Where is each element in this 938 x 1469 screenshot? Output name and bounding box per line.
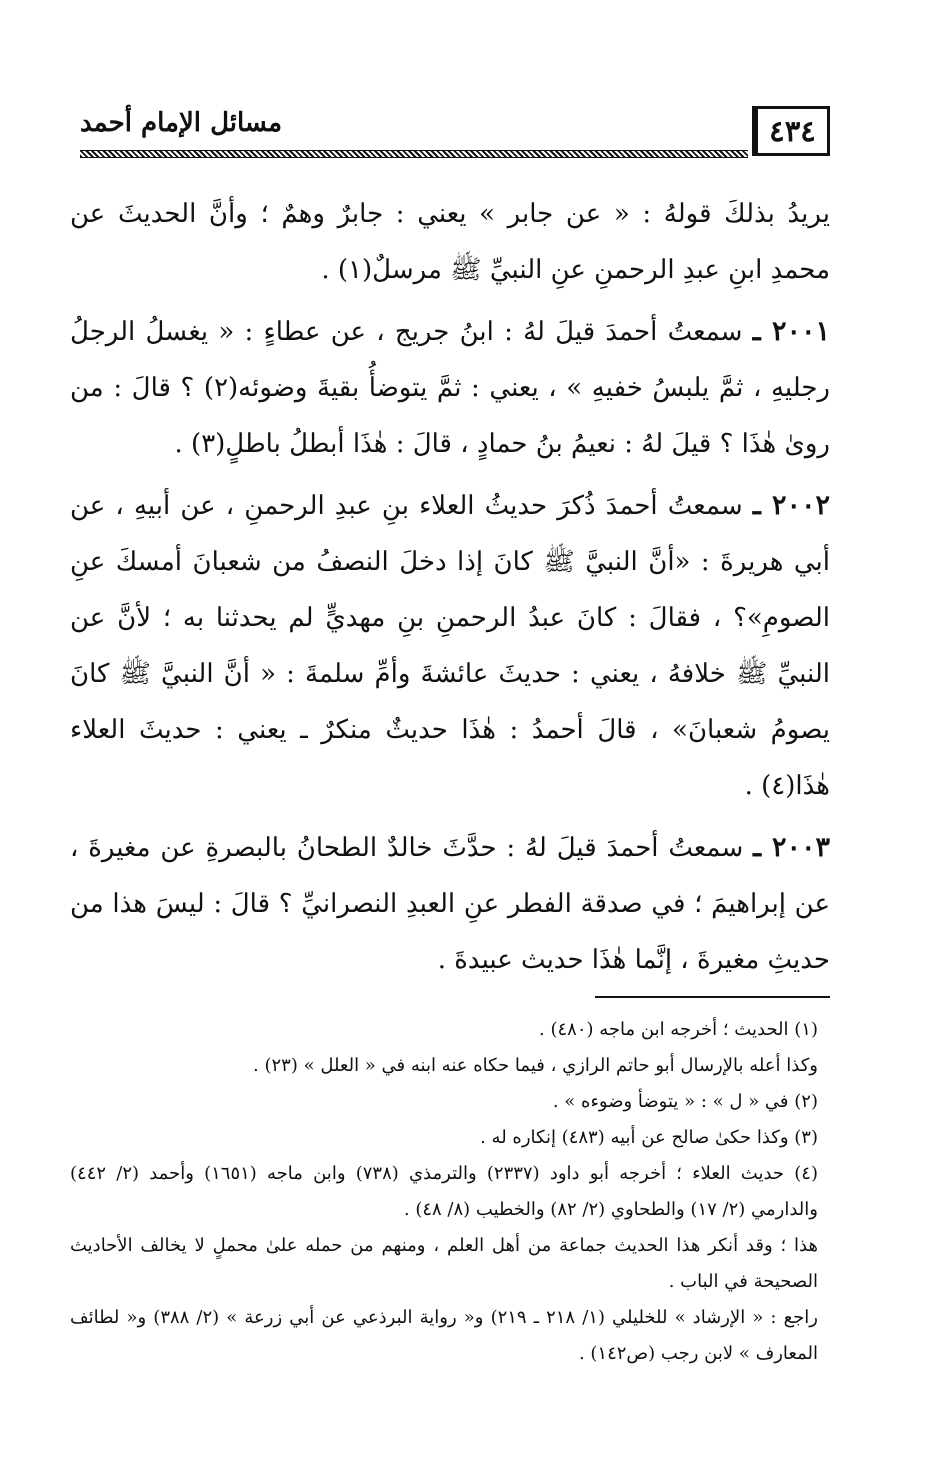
entry-text: سمعتُ أحمدَ ذُكرَ حديثُ العلاء بنِ عبدِ الرحمنِ ، عن أبيهِ ، عن أبي هريرةَ : «أنَّ النبيَّ ﷺ كانَ إذا دخلَ النصفُ من شعبانَ أمسكَ عنِ الصومِ»؟ ، فقالَ : كانَ عبدُ الرحمنِ بنِ مهديٍّ لم يحدثنا به ؛ لأنَّ عن النبيِّ ﷺ خلافهُ ، يعني : حديثَ عائشةَ وأمِّ سلمةَ : « أنَّ النبيَّ ﷺ كانَ يصومُ شعبانَ» ، قالَ أحمدُ : هٰذَا حديثٌ منكرٌ ـ يعني : حديثَ العلاء هٰذَا(٤) . (70, 491, 830, 801)
main-text (70, 186, 830, 988)
page-number: ٤٣٤ (752, 106, 830, 156)
entry-2001 (70, 304, 830, 472)
footnote-4: (٤) حديث العلاء ؛ أخرجه أبو داود (٢٣٣٧) والترمذي (٧٣٨) وابن ماجه (١٦٥١) وأحمد (٢/ ٤٤٢) والدارمي (٢/ ١٧) والطحاوي (٢/ ٨٢) والخطيب (٨/ ٤٨) . (70, 1163, 818, 1220)
paragraph-intro: يريدُ بذلكَ قولهُ : « عن جابر » يعني : جابرٌ وهمٌ ؛ وأنَّ الحديثَ عن محمدِ ابنِ عبدِ الرحمنِ عنِ النبيِّ ﷺ مرسلٌ(١) . (70, 199, 830, 285)
footnote-4-cont: هذا ؛ وقد أنكر هذا الحديث جماعة من أهل العلم ، ومنهم من حمله علىٰ محملٍ لا يخالف الأحاديث الصحيحة في الباب . (70, 1235, 818, 1292)
header-rule (80, 150, 748, 158)
entry-number: ٢٠٠٣ ـ (753, 832, 831, 863)
running-title: مسائل الإمام أحمد (80, 108, 283, 138)
entry-2002 (70, 478, 830, 814)
page-header (70, 100, 830, 166)
footnote-separator (595, 996, 830, 998)
footnote-2: (٢) في « ل » : « يتوضأ وضوءه » . (552, 1091, 818, 1112)
footnote-1: (١) الحديث ؛ أخرجه ابن ماجه (٤٨٠) . (539, 1019, 818, 1040)
footnote-1-cont: وكذا أعله بالإرسال أبو حاتم الرازي ، فيما حكاه عنه ابنه في « العلل » (٢٣) . (253, 1055, 818, 1076)
entry-number: ٢٠٠٢ ـ (752, 490, 831, 521)
footnotes (70, 1012, 830, 1372)
footnote-3: (٣) وكذا حكىٰ صالح عن أبيه (٤٨٣) إنكاره له . (480, 1127, 818, 1148)
entry-number: ٢٠٠١ ـ (752, 316, 831, 347)
book-page (70, 100, 830, 1400)
entry-text: سمعتُ أحمدَ قيلَ لهُ : حدَّثَ خالدٌ الطحانُ بالبصرةِ عن مغيرةَ ، عن إبراهيمَ ؛ في صدقة الفطر عنِ العبدِ النصرانيِّ ؟ قالَ : ليسَ هذا من حديثِ مغيرةَ ، إنَّما هٰذَا حديث عبيدةَ . (70, 833, 830, 975)
entry-2003 (70, 820, 830, 988)
entry-text: سمعتُ أحمدَ قيلَ لهُ : ابنُ جريج ، عن عطاءٍ : « يغسلُ الرجلُ رجليهِ ، ثمَّ يلبسُ خفيهِ » ، يعني : ثمَّ يتوضأُ بقيةَ وضوئه(٢) ؟ قالَ : من روىٰ هٰذَا ؟ قيلَ لهُ : نعيمُ بنُ حمادٍ ، قالَ : هٰذَا أبطلُ باطلٍ(٣) . (70, 317, 830, 459)
footnote-4-refs: راجع : « الإرشاد » للخليلي (١/ ٢١٨ ـ ٢١٩) و« رواية البرذعي عن أبي زرعة » (٢/ ٣٨٨) و« لطائف المعارف » لابن رجب (ص١٤٢) . (70, 1307, 818, 1364)
